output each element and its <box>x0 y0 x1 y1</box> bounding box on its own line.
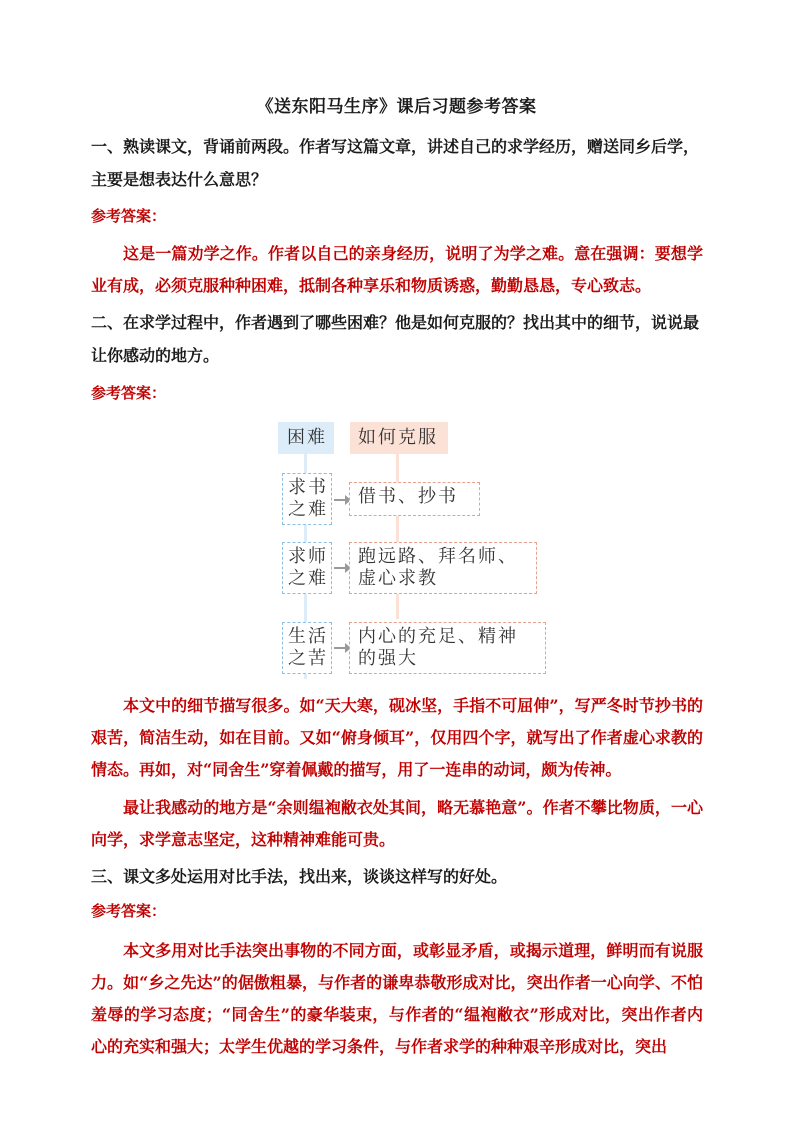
question-2: 二、在求学过程中，作者遇到了哪些困难？他是如何克服的？找出其中的细节，说说最让你感动的地方。 <box>91 313 700 365</box>
solution-text: 借书、抄书 <box>358 486 458 507</box>
difficulty-text: 求师 <box>288 546 328 567</box>
difficulty-text: 生活 <box>288 626 328 647</box>
answer-2-paragraph-1: 本文中的细节描写很多。如“天大寒，砚冰坚，手指不可屈伸”，写严冬时节抄书的艰苦，简洁生动，如在目前。又如“俯身倾耳”，仅用四个字，就写出了作者虚心求教的情态。再如，对“同舍生”穿着佩戴的描写，用了一连串的动词，颇为传神。 <box>91 696 703 779</box>
solution-box <box>349 542 537 594</box>
difficulty-text: 求书 <box>288 477 328 498</box>
header-difficulty: 困难 <box>278 422 334 454</box>
difficulty-text: 之苦 <box>288 648 328 669</box>
difficulty-text: 之难 <box>288 568 328 589</box>
arrow-right-icon <box>334 499 349 501</box>
arrow-right-icon <box>334 647 349 649</box>
answer-label-2: 参考答案： <box>91 384 167 402</box>
header-solution: 如何克服 <box>350 422 448 454</box>
question-3: 三、课文多处运用对比手法，找出来，谈谈这样写的好处。 <box>91 867 508 886</box>
difficulty-box <box>282 473 332 525</box>
difficulty-box <box>282 542 332 594</box>
solution-text: 跑远路、拜名师、 <box>358 546 518 567</box>
solution-box <box>349 622 546 674</box>
difficulty-solution-diagram <box>270 415 560 685</box>
question-1: 一、熟读课文，背诵前两段。作者写这篇文章，讲述自己的求学经历，赠送同乡后学，主要是想表达什么意思？ <box>91 137 700 189</box>
solution-text: 内心的充足、精神 <box>358 626 518 647</box>
arrow-right-icon <box>334 567 349 569</box>
difficulty-text: 之难 <box>288 499 328 520</box>
solution-box <box>349 482 480 516</box>
solution-text: 的强大 <box>358 648 418 669</box>
answer-2-paragraph-2: 最让我感动的地方是“余则缊袍敝衣处其间，略无慕艳意”。作者不攀比物质，一心向学，求学意志坚定，这种精神难能可贵。 <box>91 798 703 849</box>
page-title: 《送东阳马生序》课后习题参考答案 <box>256 97 537 117</box>
solution-connector-line <box>396 454 399 619</box>
answer-3: 本文多用对比手法突出事物的不同方面，或彰显矛盾，或揭示道理，鲜明而有说服力。如“乡之先达”的倨傲粗暴，与作者的谦卑恭敬形成对比，突出作者一心向学、不怕羞辱的学习态度；“同舍生”的豪华装束，与作者的“缊袍敝衣”形成对比，突出作者内心的充实和强大；太学生优越的学习条件，与作者求学的种种艰辛形成对比，突出 <box>91 941 703 1056</box>
solution-text: 虚心求教 <box>358 568 438 589</box>
answer-label-1: 参考答案： <box>91 207 167 225</box>
difficulty-box <box>282 622 332 674</box>
answer-label-3: 参考答案： <box>91 902 167 920</box>
answer-1: 这是一篇劝学之作。作者以自己的亲身经历，说明了为学之难。意在强调：要想学业有成，必须克服种种困难，抵制各种享乐和物质诱惑，勤勤恳恳，专心致志。 <box>91 244 703 295</box>
